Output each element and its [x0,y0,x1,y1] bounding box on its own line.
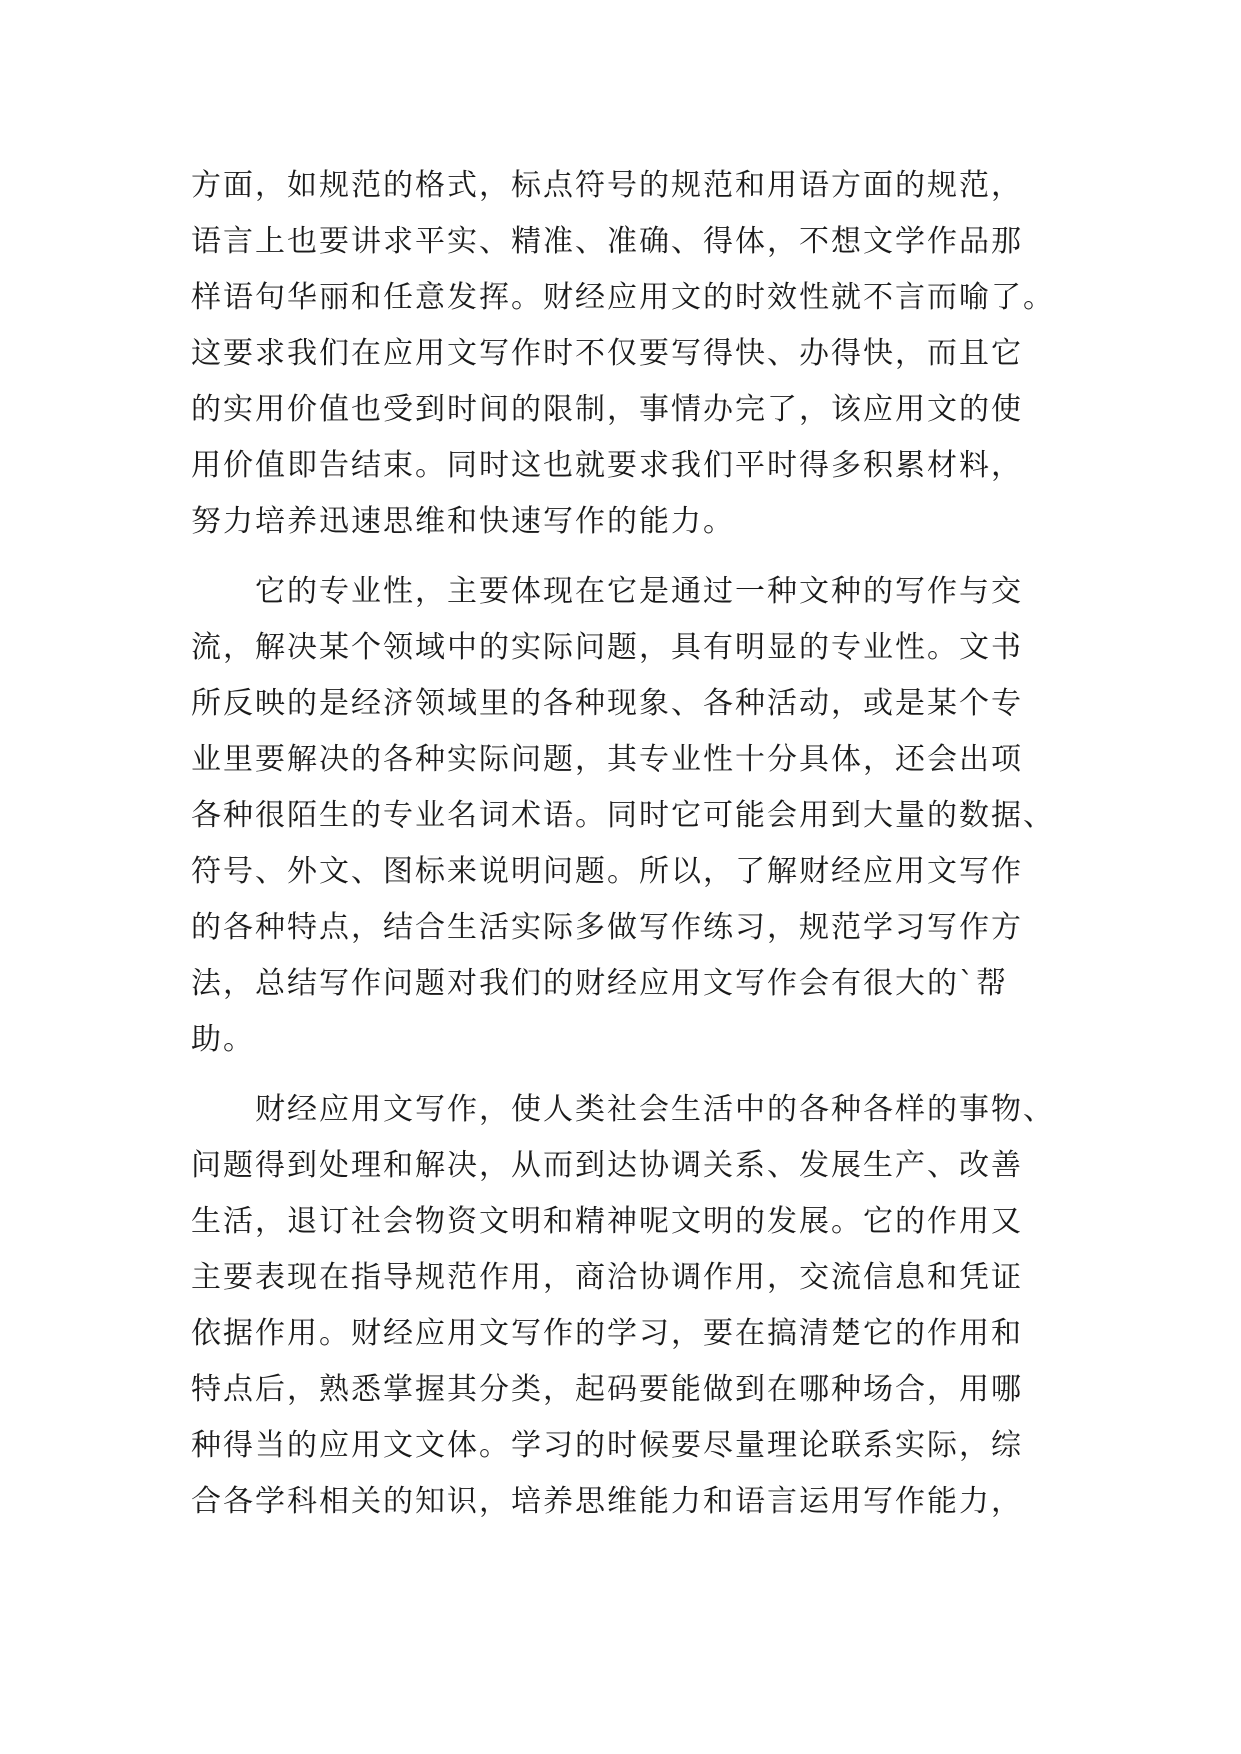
text-line: 依据作用。财经应用文写作的学习，要在搞清楚它的作用和 [191,1316,1023,1351]
text-line: 主要表现在指导规范作用，商洽协调作用，交流信息和凭证 [191,1260,1023,1295]
text-line: 业里要解决的各种实际问题，其专业性十分具体，还会出项 [191,742,1023,777]
paragraph-3 [191,1082,1071,1530]
text-line: 努力培养迅速思维和快速写作的能力。 [191,504,735,539]
text-line: 所反映的是经济领域里的各种现象、各种活动，或是某个专 [191,686,1023,721]
body-text [191,158,1071,1530]
paragraph-1 [191,158,1071,550]
text-line: 符号、外文、图标来说明问题。所以，了解财经应用文写作 [191,854,1023,889]
text-line: 方面，如规范的格式，标点符号的规范和用语方面的规范， [191,168,1023,203]
text-line: 流，解决某个领域中的实际问题，具有明显的专业性。文书 [191,630,1023,665]
text-line: 法，总结写作问题对我们的财经应用文写作会有很大的`帮 [191,966,1008,1001]
text-line: 各种很陌生的专业名词术语。同时它可能会用到大量的数据、 [191,798,1055,833]
text-line: 生活，退订社会物资文明和精神呢文明的发展。它的作用又 [191,1204,1023,1239]
text-line: 它的专业性，主要体现在它是通过一种文种的写作与交 [191,574,1023,609]
text-line: 样语句华丽和任意发挥。财经应用文的时效性就不言而喻了。 [191,280,1055,315]
text-line: 的各种特点，结合生活实际多做写作练习，规范学习写作方 [191,910,1023,945]
paragraph-spacing [191,550,1071,564]
paragraph-spacing [191,1068,1071,1082]
text-line: 种得当的应用文文体。学习的时候要尽量理论联系实际，综 [191,1428,1023,1463]
text-line: 财经应用文写作，使人类社会生活中的各种各样的事物、 [191,1092,1055,1127]
text-line: 的实用价值也受到时间的限制，事情办完了，该应用文的使 [191,392,1023,427]
text-line: 助。 [191,1022,255,1057]
text-line: 特点后，熟悉掌握其分类，起码要能做到在哪种场合，用哪 [191,1372,1023,1407]
text-line: 合各学科相关的知识，培养思维能力和语言运用写作能力， [191,1484,1023,1519]
text-line: 用价值即告结束。同时这也就要求我们平时得多积累材料， [191,448,1023,483]
text-line: 问题得到处理和解决，从而到达协调关系、发展生产、改善 [191,1148,1023,1183]
text-line: 语言上也要讲求平实、精准、准确、得体，不想文学作品那 [191,224,1023,259]
text-line: 这要求我们在应用文写作时不仅要写得快、办得快，而且它 [191,336,1023,371]
paragraph-2 [191,564,1071,1068]
